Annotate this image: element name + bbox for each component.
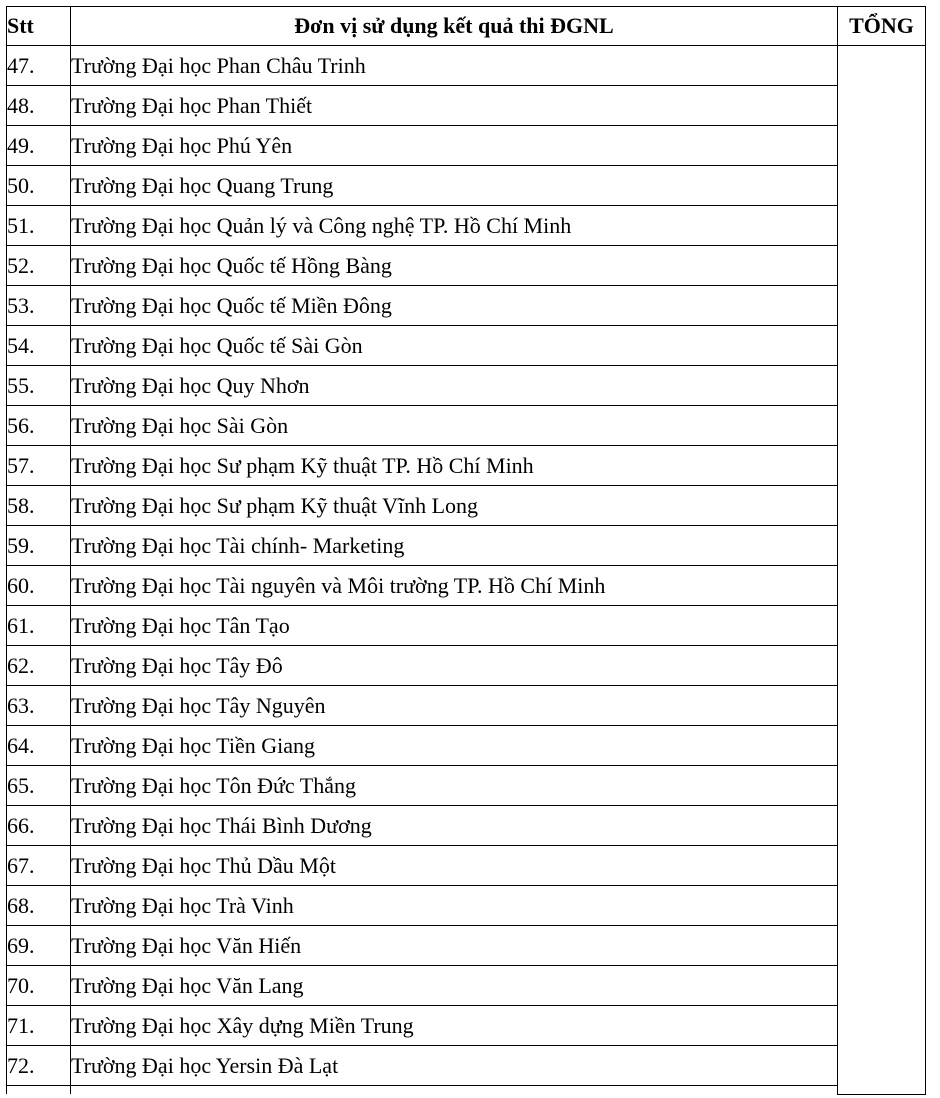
row-unit-name: Trường Đại học Sài Gòn <box>71 406 838 446</box>
row-stt: 59. <box>7 526 71 566</box>
table-row <box>7 766 926 806</box>
table-body <box>7 46 926 1095</box>
row-unit-name: Trường Đại học Thủ Dầu Một <box>71 846 838 886</box>
row-stt: 68. <box>7 886 71 926</box>
row-unit-name: Trường Đại học Quản lý và Công nghệ TP. Hồ Chí Minh <box>71 206 838 246</box>
table-row <box>7 86 926 126</box>
table-row <box>7 806 926 846</box>
table-row <box>7 206 926 246</box>
header-stt: Stt <box>7 7 71 46</box>
table-row <box>7 926 926 966</box>
row-stt: 56. <box>7 406 71 446</box>
row-stt: 50. <box>7 166 71 206</box>
row-unit-name: Trường Đại học Trà Vinh <box>71 886 838 926</box>
row-unit-name: Trường Đại học Tiền Giang <box>71 726 838 766</box>
table-row <box>7 366 926 406</box>
row-stt: 48. <box>7 86 71 126</box>
row-unit-name: Trường Đại học Quốc tế Miền Đông <box>71 286 838 326</box>
table-row <box>7 526 926 566</box>
table-row <box>7 46 926 86</box>
table-row <box>7 686 926 726</box>
table-row <box>7 966 926 1006</box>
row-stt: 60. <box>7 566 71 606</box>
row-unit-name: Trường Đại học Phú Yên <box>71 126 838 166</box>
table-row <box>7 726 926 766</box>
row-unit-name: Trường Đại học Tân Tạo <box>71 606 838 646</box>
table-row <box>7 446 926 486</box>
cutoff-stt <box>7 1086 71 1095</box>
row-stt: 72. <box>7 1046 71 1086</box>
table-row-cutoff <box>7 1086 926 1095</box>
table-row <box>7 246 926 286</box>
universities-table <box>6 6 926 1095</box>
row-unit-name: Trường Đại học Yersin Đà Lạt <box>71 1046 838 1086</box>
row-stt: 64. <box>7 726 71 766</box>
row-stt: 47. <box>7 46 71 86</box>
row-unit-name: Trường Đại học Tôn Đức Thắng <box>71 766 838 806</box>
row-stt: 58. <box>7 486 71 526</box>
table-row <box>7 486 926 526</box>
table-row <box>7 166 926 206</box>
row-stt: 49. <box>7 126 71 166</box>
table-header-row <box>7 7 926 46</box>
row-unit-name: Trường Đại học Quang Trung <box>71 166 838 206</box>
row-unit-name: Trường Đại học Tây Đô <box>71 646 838 686</box>
table-row <box>7 646 926 686</box>
table-row <box>7 126 926 166</box>
row-unit-name: Trường Đại học Văn Hiến <box>71 926 838 966</box>
row-unit-name: Trường Đại học Tài chính- Marketing <box>71 526 838 566</box>
table-row <box>7 886 926 926</box>
row-stt: 52. <box>7 246 71 286</box>
row-unit-name: Trường Đại học Tài nguyên và Môi trường TP. Hồ Chí Minh <box>71 566 838 606</box>
row-stt: 54. <box>7 326 71 366</box>
row-unit-name: Trường Đại học Sư phạm Kỹ thuật TP. Hồ Chí Minh <box>71 446 838 486</box>
row-unit-name: Trường Đại học Sư phạm Kỹ thuật Vĩnh Long <box>71 486 838 526</box>
table-row <box>7 1006 926 1046</box>
row-stt: 66. <box>7 806 71 846</box>
table-row <box>7 566 926 606</box>
row-stt: 61. <box>7 606 71 646</box>
table-row <box>7 1046 926 1086</box>
table-row <box>7 326 926 366</box>
row-stt: 69. <box>7 926 71 966</box>
row-stt: 51. <box>7 206 71 246</box>
row-unit-name: Trường Đại học Tây Nguyên <box>71 686 838 726</box>
row-stt: 62. <box>7 646 71 686</box>
cutoff-unit-name <box>71 1086 838 1095</box>
row-unit-name: Trường Đại học Thái Bình Dương <box>71 806 838 846</box>
row-stt: 71. <box>7 1006 71 1046</box>
row-stt: 65. <box>7 766 71 806</box>
table-row <box>7 286 926 326</box>
row-stt: 53. <box>7 286 71 326</box>
row-unit-name: Trường Đại học Phan Châu Trinh <box>71 46 838 86</box>
row-unit-name: Trường Đại học Phan Thiết <box>71 86 838 126</box>
row-unit-name: Trường Đại học Quốc tế Hồng Bàng <box>71 246 838 286</box>
row-unit-name: Trường Đại học Quy Nhơn <box>71 366 838 406</box>
row-stt: 67. <box>7 846 71 886</box>
header-total: TỔNG <box>838 7 926 46</box>
total-cell <box>838 46 926 1095</box>
row-unit-name: Trường Đại học Quốc tế Sài Gòn <box>71 326 838 366</box>
row-stt: 70. <box>7 966 71 1006</box>
row-stt: 55. <box>7 366 71 406</box>
row-stt: 63. <box>7 686 71 726</box>
table-row <box>7 846 926 886</box>
row-unit-name: Trường Đại học Văn Lang <box>71 966 838 1006</box>
table-row <box>7 406 926 446</box>
table-row <box>7 606 926 646</box>
header-unit: Đơn vị sử dụng kết quả thi ĐGNL <box>71 7 838 46</box>
row-unit-name: Trường Đại học Xây dựng Miền Trung <box>71 1006 838 1046</box>
row-stt: 57. <box>7 446 71 486</box>
